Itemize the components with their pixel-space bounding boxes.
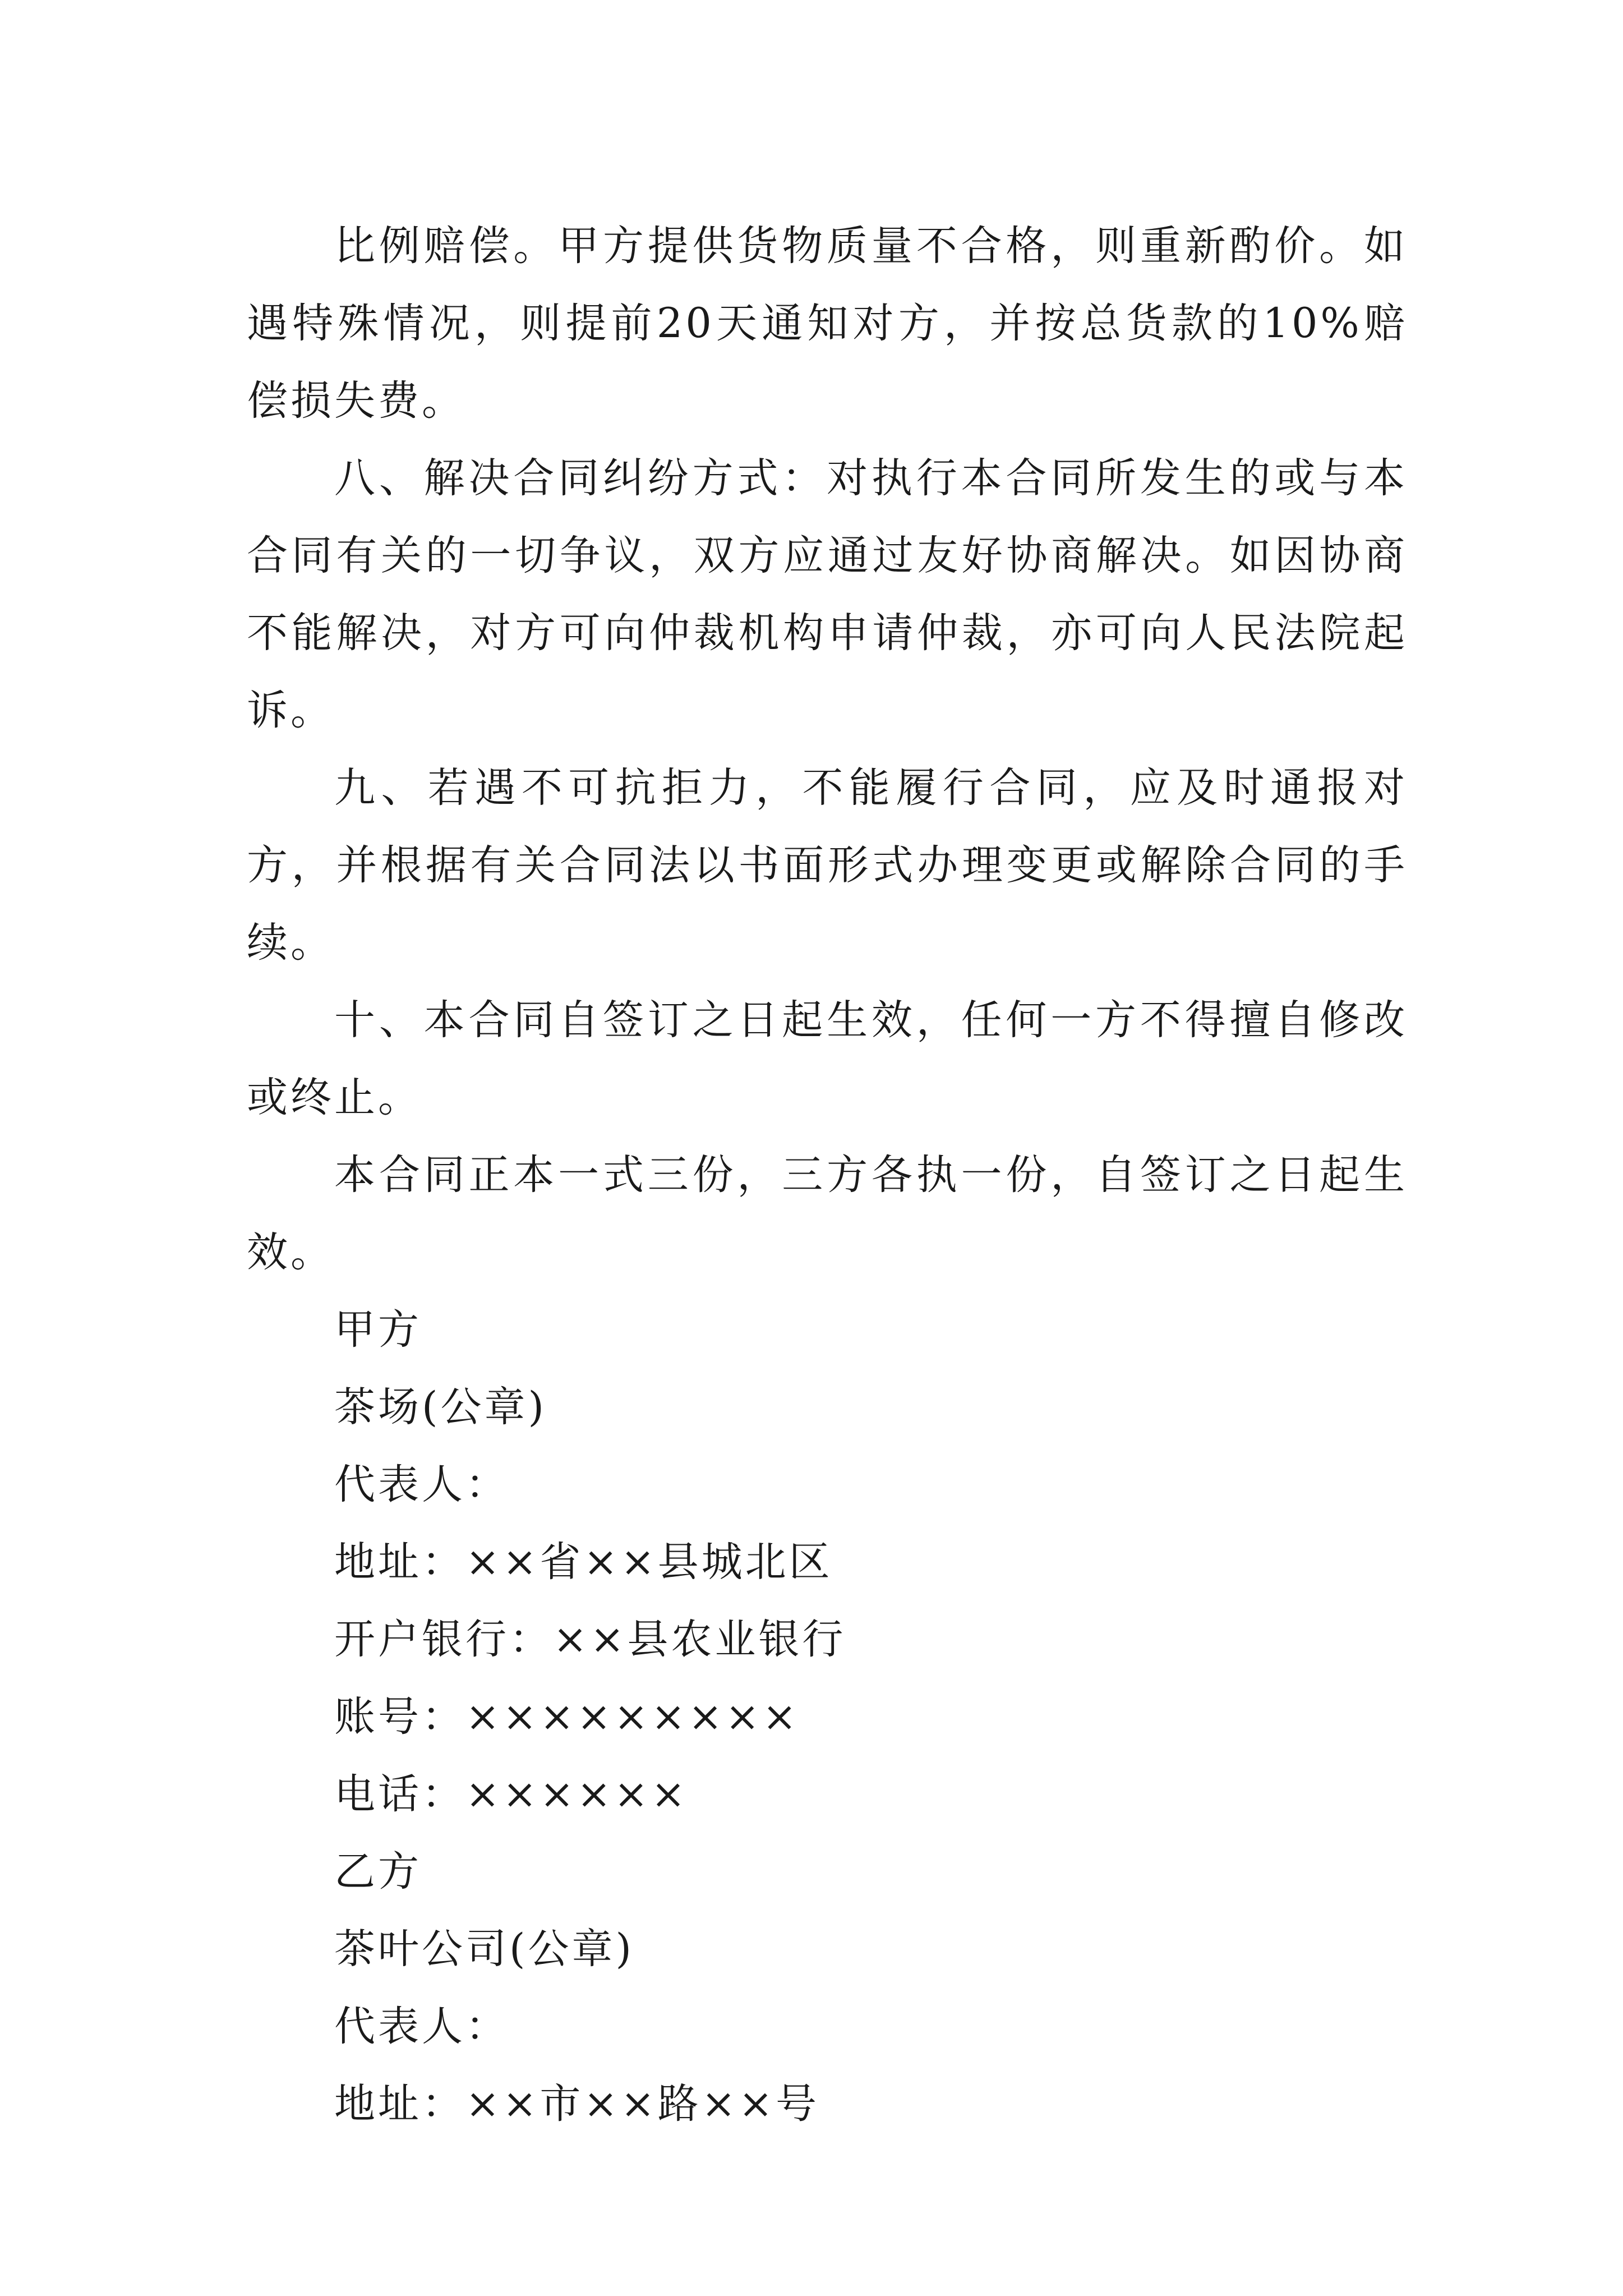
party-b-heading: 乙方 bbox=[334, 1848, 422, 1895]
paragraph-effective-date: 十、本合同自签订之日起生效，任何一方不得擅自修改或终止。 bbox=[247, 996, 1408, 1121]
party-b-block bbox=[247, 1833, 1408, 2143]
contract-body bbox=[247, 208, 1408, 2143]
paragraph-copies: 本合同正本一式三份，三方各执一份，自签订之日起生效。 bbox=[247, 1151, 1408, 1276]
party-a-address: 地址：××省××县城北区 bbox=[334, 1538, 833, 1586]
party-a-block bbox=[247, 1291, 1408, 1833]
paragraph-dispute-resolution: 八、解决合同纠纷方式：对执行本合同所发生的或与本合同有关的一切争议，双方应通过友好协商解决。如因协商不能解决，对方可向仲裁机构申请仲裁，亦可向人民法院起诉。 bbox=[247, 454, 1408, 734]
party-a-account: 账号：××××××××× bbox=[334, 1693, 800, 1741]
party-a-representative: 代表人： bbox=[334, 1461, 509, 1508]
paragraph-compensation: 比例赔偿。甲方提供货物质量不合格，则重新酌价。如遇特殊情况，则提前20天通知对方，并按总货款的10%赔偿损失费。 bbox=[247, 222, 1408, 425]
paragraph-force-majeure: 九、若遇不可抗拒力，不能履行合同，应及时通报对方，并根据有关合同法以书面形式办理变更或解除合同的手续。 bbox=[247, 764, 1408, 967]
party-a-phone: 电话：×××××× bbox=[334, 1770, 688, 1818]
party-a-bank: 开户银行：××县农业银行 bbox=[334, 1616, 846, 1663]
party-b-representative: 代表人： bbox=[334, 2003, 509, 2050]
party-b-name: 茶叶公司(公章) bbox=[334, 1925, 634, 1973]
party-a-heading: 甲方 bbox=[334, 1306, 422, 1354]
party-b-address: 地址：××市××路××号 bbox=[334, 2080, 819, 2128]
party-a-name: 茶场(公章) bbox=[334, 1383, 547, 1431]
